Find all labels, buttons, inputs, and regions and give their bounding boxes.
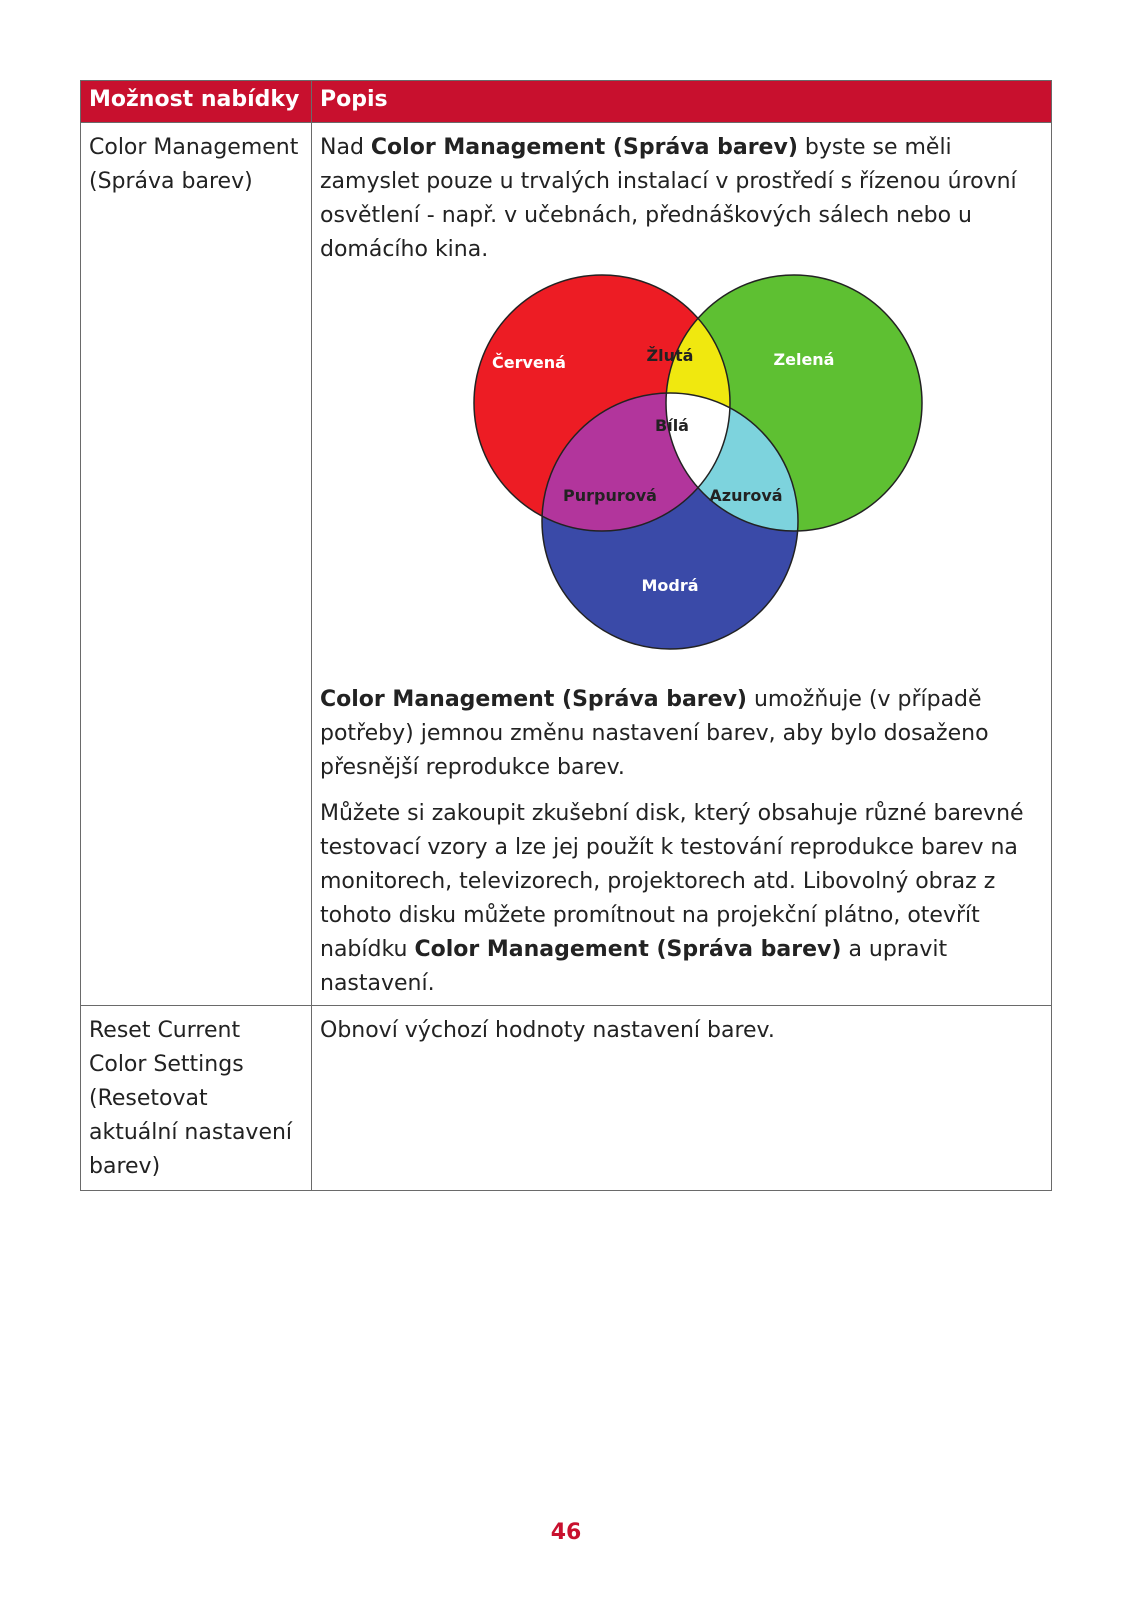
description-color-management	[312, 123, 1052, 1006]
label-red: Červená	[492, 353, 566, 372]
description-paragraph-2: Color Management (Správa barev) umožňuje (v případě potřeby) jemnou změnu nastavení barev, aby bylo dosaženo přesnější reprodukce barev.	[320, 687, 989, 780]
label-blue: Modrá	[641, 576, 699, 595]
option-reset-color-settings: Reset Current Color Settings (Resetovat aktuální nastavení barev)	[81, 1006, 312, 1191]
option-color-management: Color Management (Správa barev)	[81, 123, 312, 1006]
menu-options-table	[80, 80, 1052, 1191]
label-green: Zelená	[773, 350, 835, 369]
color-venn-diagram	[320, 273, 1132, 673]
description-reset-color-settings: Obnoví výchozí hodnoty nastavení barev.	[312, 1006, 1052, 1191]
label-cyan: Azurová	[709, 486, 783, 505]
header-description: Popis	[312, 81, 1052, 123]
header-option: Možnost nabídky	[81, 81, 312, 123]
label-magenta: Purpurová	[563, 486, 657, 505]
description-paragraph-3: Můžete si zakoupit zkušební disk, který obsahuje různé barevné testovací vzory a lze jej použít k testování reprodukce barev na monitorech, televizorech, projektorech atd. Libovolný obraz z tohoto disku můžete promítnout na projekční plátno, otevřít nabídku Color Management (Správa barev) a upravit nastavení.	[320, 801, 1024, 996]
label-white: Bílá	[655, 416, 689, 435]
description-paragraph-1: Nad Color Management (Správa barev) byste se měli zamyslet pouze u trvalých instalací v prostředí s řízenou úrovní osvětlení - např. v učebnách, přednáškových sálech nebo u domácího kina.	[320, 135, 1017, 262]
page-number: 46	[550, 1520, 582, 1545]
table-row	[81, 1006, 1052, 1191]
label-yellow: Žlutá	[646, 346, 694, 365]
table-row	[81, 123, 1052, 1006]
table-header-row	[81, 81, 1052, 123]
